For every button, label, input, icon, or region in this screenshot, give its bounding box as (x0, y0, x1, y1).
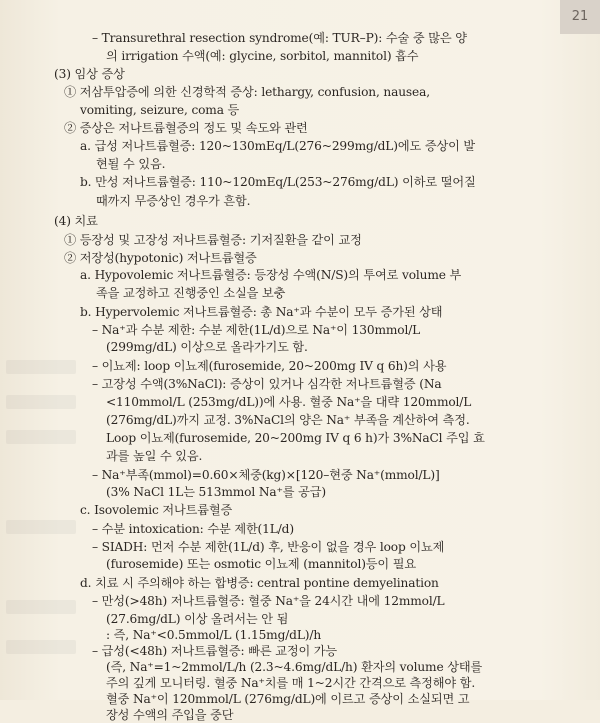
text-line: – Na⁺과 수분 제한: 수분 제한(1L/d)으로 Na⁺이 130mmol/L (92, 322, 421, 337)
bleed-through-mark (6, 640, 76, 654)
text-line: 의 irrigation 수액(예: glycine, sorbitol, mannitol) 흡수 (106, 48, 419, 63)
text-line: : 즉, Na⁺<0.5mmol/L (1.15mg/dL)/h (106, 627, 322, 642)
text-line: ① 저삼투압증에 의한 신경학적 증상: lethargy, confusion, nausea, (64, 85, 430, 100)
text-line: (27.6mg/dL) 이상 올려서는 안 됨 (106, 611, 289, 626)
text-line: ② 증상은 저나트륨혈증의 정도 및 속도와 관련 (64, 120, 308, 135)
text-line: 족을 교정하고 진행중인 소실을 보충 (96, 286, 286, 301)
text-line: ① 등장성 및 고장성 저나트륨혈증: 기저질환을 같이 교정 (64, 232, 362, 247)
text-line: (즉, Na⁺=1~2mmol/L/h (2.3~4.6mg/dL/h) 환자의 volume 상태를 (106, 660, 483, 675)
text-line: (furosemide) 또는 osmotic 이뇨제 (mannitol)등이 필요 (106, 557, 417, 572)
text-line: – 급성(<48h) 저나트륨혈증: 빠른 교정이 가능 (92, 644, 338, 659)
text-line: 현될 수 있음. (96, 157, 166, 172)
bleed-through-mark (6, 360, 76, 374)
text-line: a. Hypovolemic 저나트륨혈증: 등장성 수액(N/S)의 투여로 volume 부 (80, 268, 462, 283)
text-line: vomiting, seizure, coma 등 (80, 102, 240, 117)
text-line: ② 저장성(hypotonic) 저나트륨혈증 (64, 250, 257, 265)
bleed-through-mark (6, 520, 76, 534)
text-line: 때까지 무증상인 경우가 흔함. (96, 193, 251, 208)
text-line: – 수분 intoxication: 수분 제한(1L/d) (92, 521, 294, 536)
text-line: 혈중 Na⁺이 120mmol/L (276mg/dL)에 이르고 증상이 소실되면 고 (106, 692, 470, 707)
text-line: (299mg/dL) 이상으로 올라가기도 함. (106, 340, 308, 355)
text-line: b. 만성 저나트륨혈증: 110~120mEq/L(253~276mg/dL) 이하로 떨어질 (80, 174, 476, 189)
bleed-through-mark (6, 430, 76, 444)
text-line: – Na⁺부족(mmol)=0.60×체중(kg)×[120–현중 Na⁺(mmol/L)] (92, 467, 440, 482)
text-line: (276mg/dL)까지 교정. 3%NaCl의 양은 Na⁺ 부족을 계산하여 측정. (106, 413, 470, 428)
text-line: – 고장성 수액(3%NaCl): 증상이 있거나 심각한 저나트륨혈증 (Na (92, 376, 442, 391)
text-line: Loop 이뇨제(furosemide, 20~200mg IV q 6 h)가 3%NaCl 주입 효 (106, 431, 485, 446)
bleed-through-mark (6, 395, 76, 409)
text-line: – 만성(>48h) 저나트륨혈증: 혈중 Na⁺을 24시간 내에 12mmol/L (92, 593, 445, 608)
text-line: 과를 높일 수 있음. (106, 448, 203, 463)
text-line: c. Isovolemic 저나트륨혈증 (80, 503, 233, 518)
text-line: b. Hypervolemic 저나트륨혈증: 총 Na⁺과 수분이 모두 증가된 상태 (80, 304, 443, 319)
section-heading: (3) 임상 증상 (54, 67, 125, 82)
text-line: <110mmol/L (253mg/dL))에 사용. 혈중 Na⁺을 대략 120mmol/L (106, 394, 472, 409)
text-line: d. 치료 시 주의해야 하는 합병증: central pontine demyelination (80, 576, 439, 591)
text-line: a. 급성 저나트륨혈증: 120~130mEq/L(276~299mg/dL)에도 증상이 발 (80, 139, 476, 154)
text-line: (3% NaCl 1L는 513mmol Na⁺를 공급) (106, 485, 326, 500)
bleed-through-mark (6, 600, 76, 614)
text-line: 주의 깊게 모니터링. 혈중 Na⁺치를 매 1~2시간 간격으로 측정해야 함. (106, 676, 476, 691)
page-number: 21 (560, 0, 600, 34)
section-heading: (4) 치료 (54, 214, 98, 229)
text-line: 장성 수액의 주입을 중단 (106, 707, 234, 722)
text-line: – Transurethral resection syndrome(예: TUR–P): 수술 중 많은 양 (92, 31, 467, 45)
text-line: – 이뇨제: loop 이뇨제(furosemide, 20~200mg IV q 6h)의 사용 (92, 359, 447, 374)
text-line: – SIADH: 먼저 수분 제한(1L/d) 후, 반응이 없을 경우 loop 이뇨제 (92, 539, 445, 554)
